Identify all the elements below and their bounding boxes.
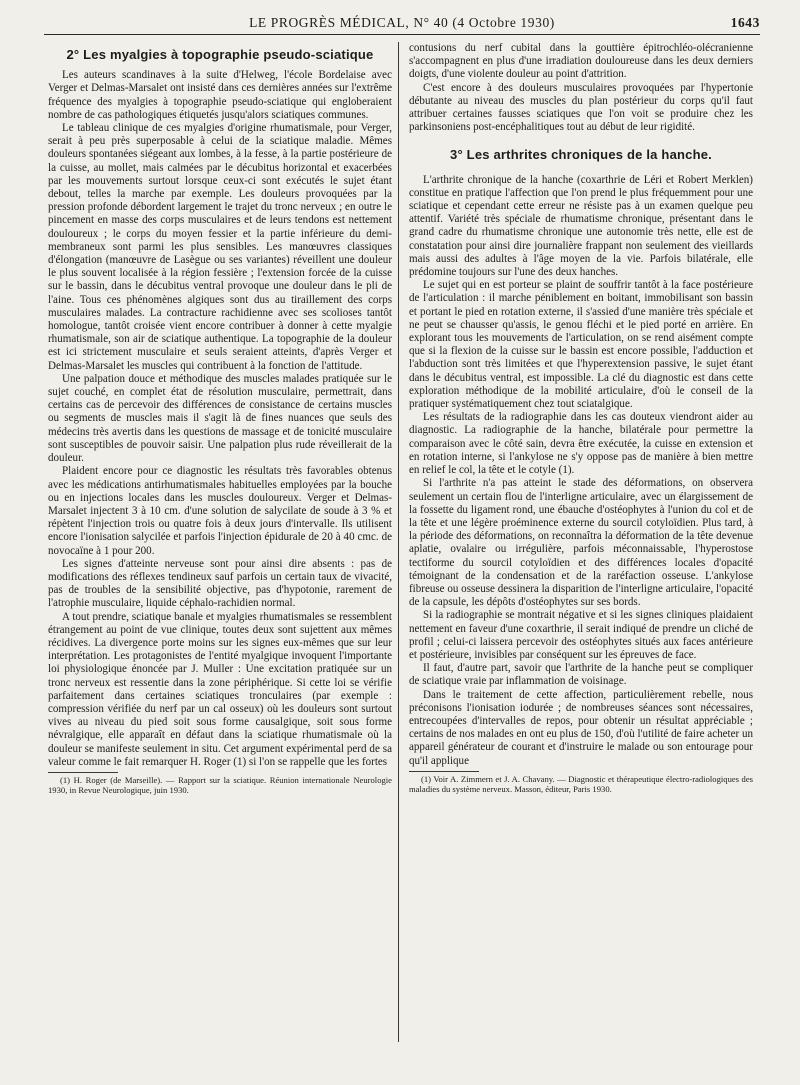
column-divider <box>398 42 399 1042</box>
paragraph: Il faut, d'autre part, savoir que l'arthrite de la hanche peut se compliquer de sciatique vraie par inflammation de voisinage. <box>409 662 753 688</box>
paragraph: A tout prendre, sciatique banale et myalgies rhumatismales se ressemblent étrangement au point de vue clinique, toutes deux sont sujettent aux mêmes récidives. La divergence porte moins sur les signes eux-mêmes que sur leur interprétation. Les protagonistes de l'entité myalgique invoquent l'importante loi physiologique énoncée par J. Muller : Une excitation pratiquée sur un tronc nerveux est ressentie dans la zone périphérique. Si cette loi se vérifie parfaitement dans certaines sciatiques tronculaires (par exemple : compression vérifiée du nerf par un cal osseux) où les douleurs sont surtout vives au niveau du pied soit sous forme causalgique, soit sous forme névralgique, elle apparaît en défaut dans la sciatique rhumatismale où la douleur se manifeste seulement in situ. Cet argument expérimental perd de sa valeur comme le fait remarquer H. Roger (1) si l'on se rappelle que les fortes <box>48 610 392 768</box>
paragraph: Les signes d'atteinte nerveuse sont pour ainsi dire absents : pas de modifications des réflexes tendineux sauf parfois un certain taux de vivacité, pas de troubles de la sensibilité objective, pas d'hypotonie, rarement de l'atrophie musculaire, liquide céphalo-rachidien normal. <box>48 557 392 610</box>
running-header <box>44 12 760 35</box>
article-columns <box>44 42 760 1042</box>
paragraph: Une palpation douce et méthodique des muscles malades pratiquée sur le sujet couché, en complet état de résolution musculaire, permettrait, dans certains cas de percevoir des différences de consistance de certains muscles ou segments de muscles mais il s'agit là de fines nuances que seuls des médecins très avertis dans les questions de massage et de tonicité musculaire sont susceptibles de pouvoir saisir. Une palpation plus rude réveillerait de la douleur. <box>48 372 392 465</box>
footnote: (1) Voir A. Zimmern et J. A. Chavany. — Diagnostic et thérapeutique électro-radiologiques des maladies du système nerveux. Masson, éditeur, Paris 1930. <box>409 773 753 794</box>
section-heading-arthrites: 3° Les arthrites chroniques de la hanche. <box>450 147 712 163</box>
page-number: 1643 <box>730 15 760 30</box>
paragraph: C'est encore à des douleurs musculaires provoquées par l'hypertonie débutante au niveau des muscles du plan postérieur du corps qu'il faut attribuer certaines fausses sciatiques que l'on voit se produire chez les parkinsoniens post-encéphalitiques tout au début de leur rigidité. <box>409 81 753 134</box>
paragraph: Si la radiographie se montrait négative et si les signes cliniques plaidaient nettement en faveur d'une coxarthrie, il serait indiqué de prendre un cliché de profil ; celui-ci laissera percevoir des ostéophytes situés aux faces antérieure et postérieure, invisibles par conséquent sur les épreuves de face. <box>409 609 753 661</box>
footnote-rule <box>409 771 479 772</box>
footnote: (1) H. Roger (de Marseille). — Rapport sur la sciatique. Réunion internationale Neurologie 1930, in Revue Neurologique, juin 1930. <box>48 774 392 795</box>
right-column <box>409 42 753 1042</box>
section-heading-myalgies: 2° Les myalgies à topographie pseudo-sciatique <box>66 47 374 62</box>
running-title: LE PROGRÈS MÉDICAL, N° 40 (4 Octobre 1930) <box>249 15 555 30</box>
paragraph: Le tableau clinique de ces myalgies d'origine rhumatismale, pour Verger, serait à peu près superposable à celui de la sciatique maladie. Mêmes douleurs spontanées siégeant aux lombes, à la fesse, à la partie postérieure de la cuisse, au mollet, mais calmées par le décubitus horizontal et exacerbées par les mouvements surtout lorsque ceux-ci sont exécutés le sujet étant debout, telles la marche par exemple. Les douleurs provoquées par la pression profonde débordent largement le trajet du tronc nerveux ; en outre le pincement en masse des corps musculaires et de leurs tendons est nettement douloureux ; le corps du moyen fessier et la partie inférieure du demi-membraneux sont parmi les plus sensibles. Les manœuvres classiques d'élongation (manœuvre de Lasègue ou ses variantes) réveillent une douleur le plus souvent localisée à la région fessière ; l'extension forcée de la cuisse sur le bassin, dans le décubitus ventral provoque une douleur dans le pli de l'aine. Tous ces phénomènes algiques sont dus au tiraillement des corps musculaires malades. La contracture rachidienne avec ses scolioses tantôt homologue, tantôt croisée vient encore contribuer à donner à cette myalgie rhumatismale, son air de sciatique authentique. La topographie de la douleur est ici strictement musculaire et seuls seraient atteints, d'après Verger et Delmas-Marsalet les muscles qui contribuent à la fonction de l'attitude. <box>48 122 392 372</box>
footnote-rule <box>48 772 118 773</box>
paragraph: L'arthrite chronique de la hanche (coxarthrie de Léri et Robert Merklen) constitue en pratique l'affection que l'on prend le plus fréquemment pour une sciatique et cependant cette erreur ne résiste pas à un examen quelque peu attentif. Variété très spéciale de rhumatisme chronique, présentant dans le grand cadre du rhumatisme chronique une autonomie très nette, elle est de constatation pour ainsi dire journalière frappant non seulement des vieillards mais aussi des adultes à l'âge moyen de la vie. Parfois bilatérale, elle prédomine toujours sur l'une des deux hanches. <box>409 173 753 279</box>
paragraph: Les résultats de la radiographie dans les cas douteux viendront aider au diagnostic. La radiographie de la hanche, bilatérale pour permettre la comparaison avec le côté sain, devra être exécutée, la cuisse en extension et en rotation interne, si l'ankylose ne s'y oppose pas de manière à bien mettre en relief le col, la tête et le cotyle (1). <box>409 411 753 477</box>
paragraph: Dans le traitement de cette affection, particulièrement rebelle, nous préconisons l'ionisation iodurée ; de nombreuses séances sont nécessaires, entrecoupées d'intervalles de repos, pour obtenir un résultat appréciable ; certains de nos malades en ont eu plus de 150, d'où l'utilité de faire acheter un appareil générateur de courant et d'instruire le malade ou son entourage pour qu'il applique <box>409 688 753 767</box>
paragraph: Plaident encore pour ce diagnostic les résultats très favorables obtenus avec les médications antirhumatismales habituelles employées par la bouche ou en injections locales dans les muscles douloureux. Verger et Delmas-Marsalet injectent 3 à 10 cm. d'une solution de salycilate de soude à 3 % et répètent l'injection trois ou quatre fois à deux jours d'intervalle. Ils utilisent encore l'ionisation salycilée et parfois l'injection épidurale de 20 à 40 cmc. de novocaïne à 1 pour 200. <box>48 465 392 557</box>
paragraph: Si l'arthrite n'a pas atteint le stade des déformations, on observera seulement un certain flou de l'interligne articulaire, avec un élargissement de la fossette du ligament rond, une ébauche d'ostéophytes à l'union du col et de la tête et une légère proéminence externe du sourcil cotyloïdien. Plus tard, à la période des déformations, on reconnaîtra la déformation de la tête devenue aplatie, ovalaire ou irrégulière, parfois méconnaissable, l'hyperostose tectiforme du sourcil cotyloïdien et des différences locales d'opacité témoignant de la condensation et de la raréfaction osseuse. L'ankylose fibreuse ou osseuse dessinera la disparition de l'interligne articulaire, l'opacité de la capsule, les dépôts d'ostéophytes sur ses bords. <box>409 477 753 609</box>
left-column <box>48 42 392 1042</box>
paragraph: contusions du nerf cubital dans la gouttière épitrochléo-olécranienne s'accompagnent en plus d'une irradiation douloureuse dans les deux derniers doigts, d'une violente douleur au point d'attrition. <box>409 42 753 81</box>
paragraph: Les auteurs scandinaves à la suite d'Helweg, l'école Bordelaise avec Verger et Delmas-Marsalet ont insisté dans ces dernières années sur l'extrême fréquence des myalgies à topographie pseudo-sciatique qui engloberaient nombre de cas pathologiques étiquetés jusqu'alors sciatiques communes. <box>48 69 392 121</box>
paragraph: Le sujet qui en est porteur se plaint de souffrir tantôt à la face postérieure de l'articulation : il marche péniblement en boitant, immobilisant son bassin et portant le pied en rotation externe, il s'assied d'une manière très spéciale et ne peut se chausser qu'assis, le genou fléchi et le pied porté en arrière. En explorant tous les mouvements de l'articulation, on se rend aisément compte que si la flexion de la cuisse sur le bassin est encore possible, l'adduction et l'abduction sont très limitées et que l'hyperextension passive, le sujet étant dans le décubitus ventral, est impossible. La clé du diagnostic est dans cette exploration méthodique de la mobilité articulaire, d'où le conseil de la pratiquer systématiquement chez tout sciatalgique. <box>409 279 753 411</box>
